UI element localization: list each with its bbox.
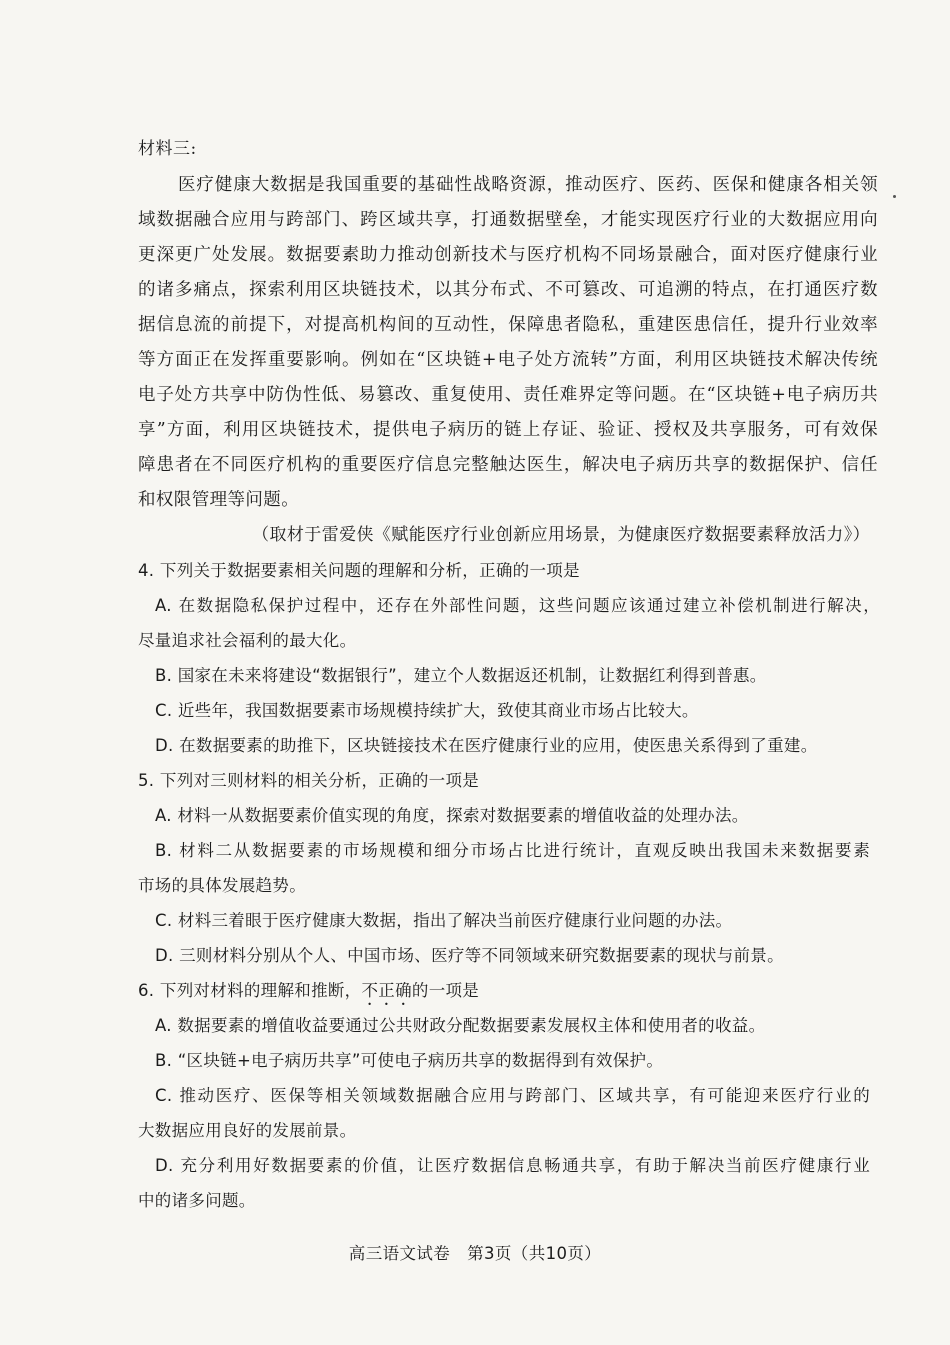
q5-option-b: B. 材料二从数据要素的市场规模和细分市场占比进行统计，直观反映出我国未来数据要素 xyxy=(155,841,870,860)
q5-option-b-cont: 市场的具体发展趋势。 xyxy=(138,876,306,895)
material3-line: 障患者在不同医疗机构的重要医疗信息完整触达医生，解决电子病历共享的数据保护、信任 xyxy=(138,455,878,475)
material3-line: 的诸多痛点，探索利用区块链技术，以其分布式、不可篡改、可追溯的特点，在打通医疗数 xyxy=(138,280,878,300)
q6-stem-emphasis: 不正确 xyxy=(361,981,412,1000)
q6-option-d: D. 充分利用好数据要素的价值，让医疗数据信息畅通共享，有助于解决当前医疗健康行业 xyxy=(155,1156,870,1175)
q6-option-c: C. 推动医疗、医保等相关领域数据融合应用与跨部门、区域共享，有可能迎来医疗行业的 xyxy=(155,1086,870,1105)
material3-line: 医疗健康大数据是我国重要的基础性战略资源，推动医疗、医药、医保和健康各相关领 xyxy=(178,175,878,195)
scan-speck xyxy=(893,195,896,198)
material3-line: 电子处方共享中防伪性低、易篡改、重复使用、责任难界定等问题。在“区块链+电子病历共 xyxy=(138,385,878,405)
q6-option-c-cont: 大数据应用良好的发展前景。 xyxy=(138,1121,357,1140)
q6-option-a: A. 数据要素的增值收益要通过公共财政分配数据要素发展权主体和使用者的收益。 xyxy=(155,1016,766,1035)
q4-option-a: A. 在数据隐私保护过程中，还存在外部性问题，这些问题应该通过建立补偿机制进行解决， xyxy=(155,596,880,615)
material3-heading: 材料三: xyxy=(138,139,197,159)
q5-option-a: A. 材料一从数据要素价值实现的角度，探索对数据要素的增值收益的处理办法。 xyxy=(155,806,749,825)
q5-option-d: D. 三则材料分别从个人、中国市场、医疗等不同领域来研究数据要素的现状与前景。 xyxy=(155,946,784,965)
material3-line: 和权限管理等问题。 xyxy=(138,490,300,510)
q4-option-d: D. 在数据要素的助推下，区块链接技术在医疗健康行业的应用，使医患关系得到了重建。 xyxy=(155,736,818,755)
material3-line: 据信息流的前提下，对提高机构间的互动性，保障患者隐私，重建医患信任，提升行业效率 xyxy=(138,315,878,335)
q6-stem-post: 的一项是 xyxy=(411,981,480,1000)
q4-option-b: B. 国家在未来将建设“数据银行”，建立个人数据返还机制，让数据红利得到普惠。 xyxy=(155,666,767,685)
page-footer: 高三语文试卷 第3页（共10页） xyxy=(348,1244,602,1263)
q6-option-b: B. “区块链+电子病历共享”可使电子病历共享的数据得到有效保护。 xyxy=(155,1051,664,1070)
q6-stem-pre: 6. 下列对材料的理解和推断， xyxy=(138,981,362,1000)
q6-stem xyxy=(138,979,878,1009)
material3-line: 更深更广处发展。数据要素助力推动创新技术与医疗机构不同场景融合，面对医疗健康行业 xyxy=(138,245,878,265)
q4-option-a-cont: 尽量追求社会福利的最大化。 xyxy=(138,631,357,650)
q4-option-c: C. 近些年，我国数据要素市场规模持续扩大，致使其商业市场占比较大。 xyxy=(155,701,699,720)
material3-line: 享”方面，利用区块链技术，提供电子病历的链上存证、验证、授权及共享服务，可有效保 xyxy=(138,420,878,440)
material3-line: 域数据融合应用与跨部门、跨区域共享，打通数据壁垒，才能实现医疗行业的大数据应用向 xyxy=(138,210,878,230)
q5-stem: 5. 下列对三则材料的相关分析，正确的一项是 xyxy=(138,771,480,790)
q4-stem: 4. 下列关于数据要素相关问题的理解和分析，正确的一项是 xyxy=(138,561,580,580)
material3-source: （取材于雷爱侠《赋能医疗行业创新应用场景，为健康医疗数据要素释放活力》） xyxy=(252,525,870,545)
material3-line: 等方面正在发挥重要影响。例如在“区块链+电子处方流转”方面，利用区块链技术解决传统 xyxy=(138,350,878,370)
q6-option-d-cont: 中的诸多问题。 xyxy=(138,1191,256,1210)
q5-option-c: C. 材料三着眼于医疗健康大数据，指出了解决当前医疗健康行业问题的办法。 xyxy=(155,911,733,930)
